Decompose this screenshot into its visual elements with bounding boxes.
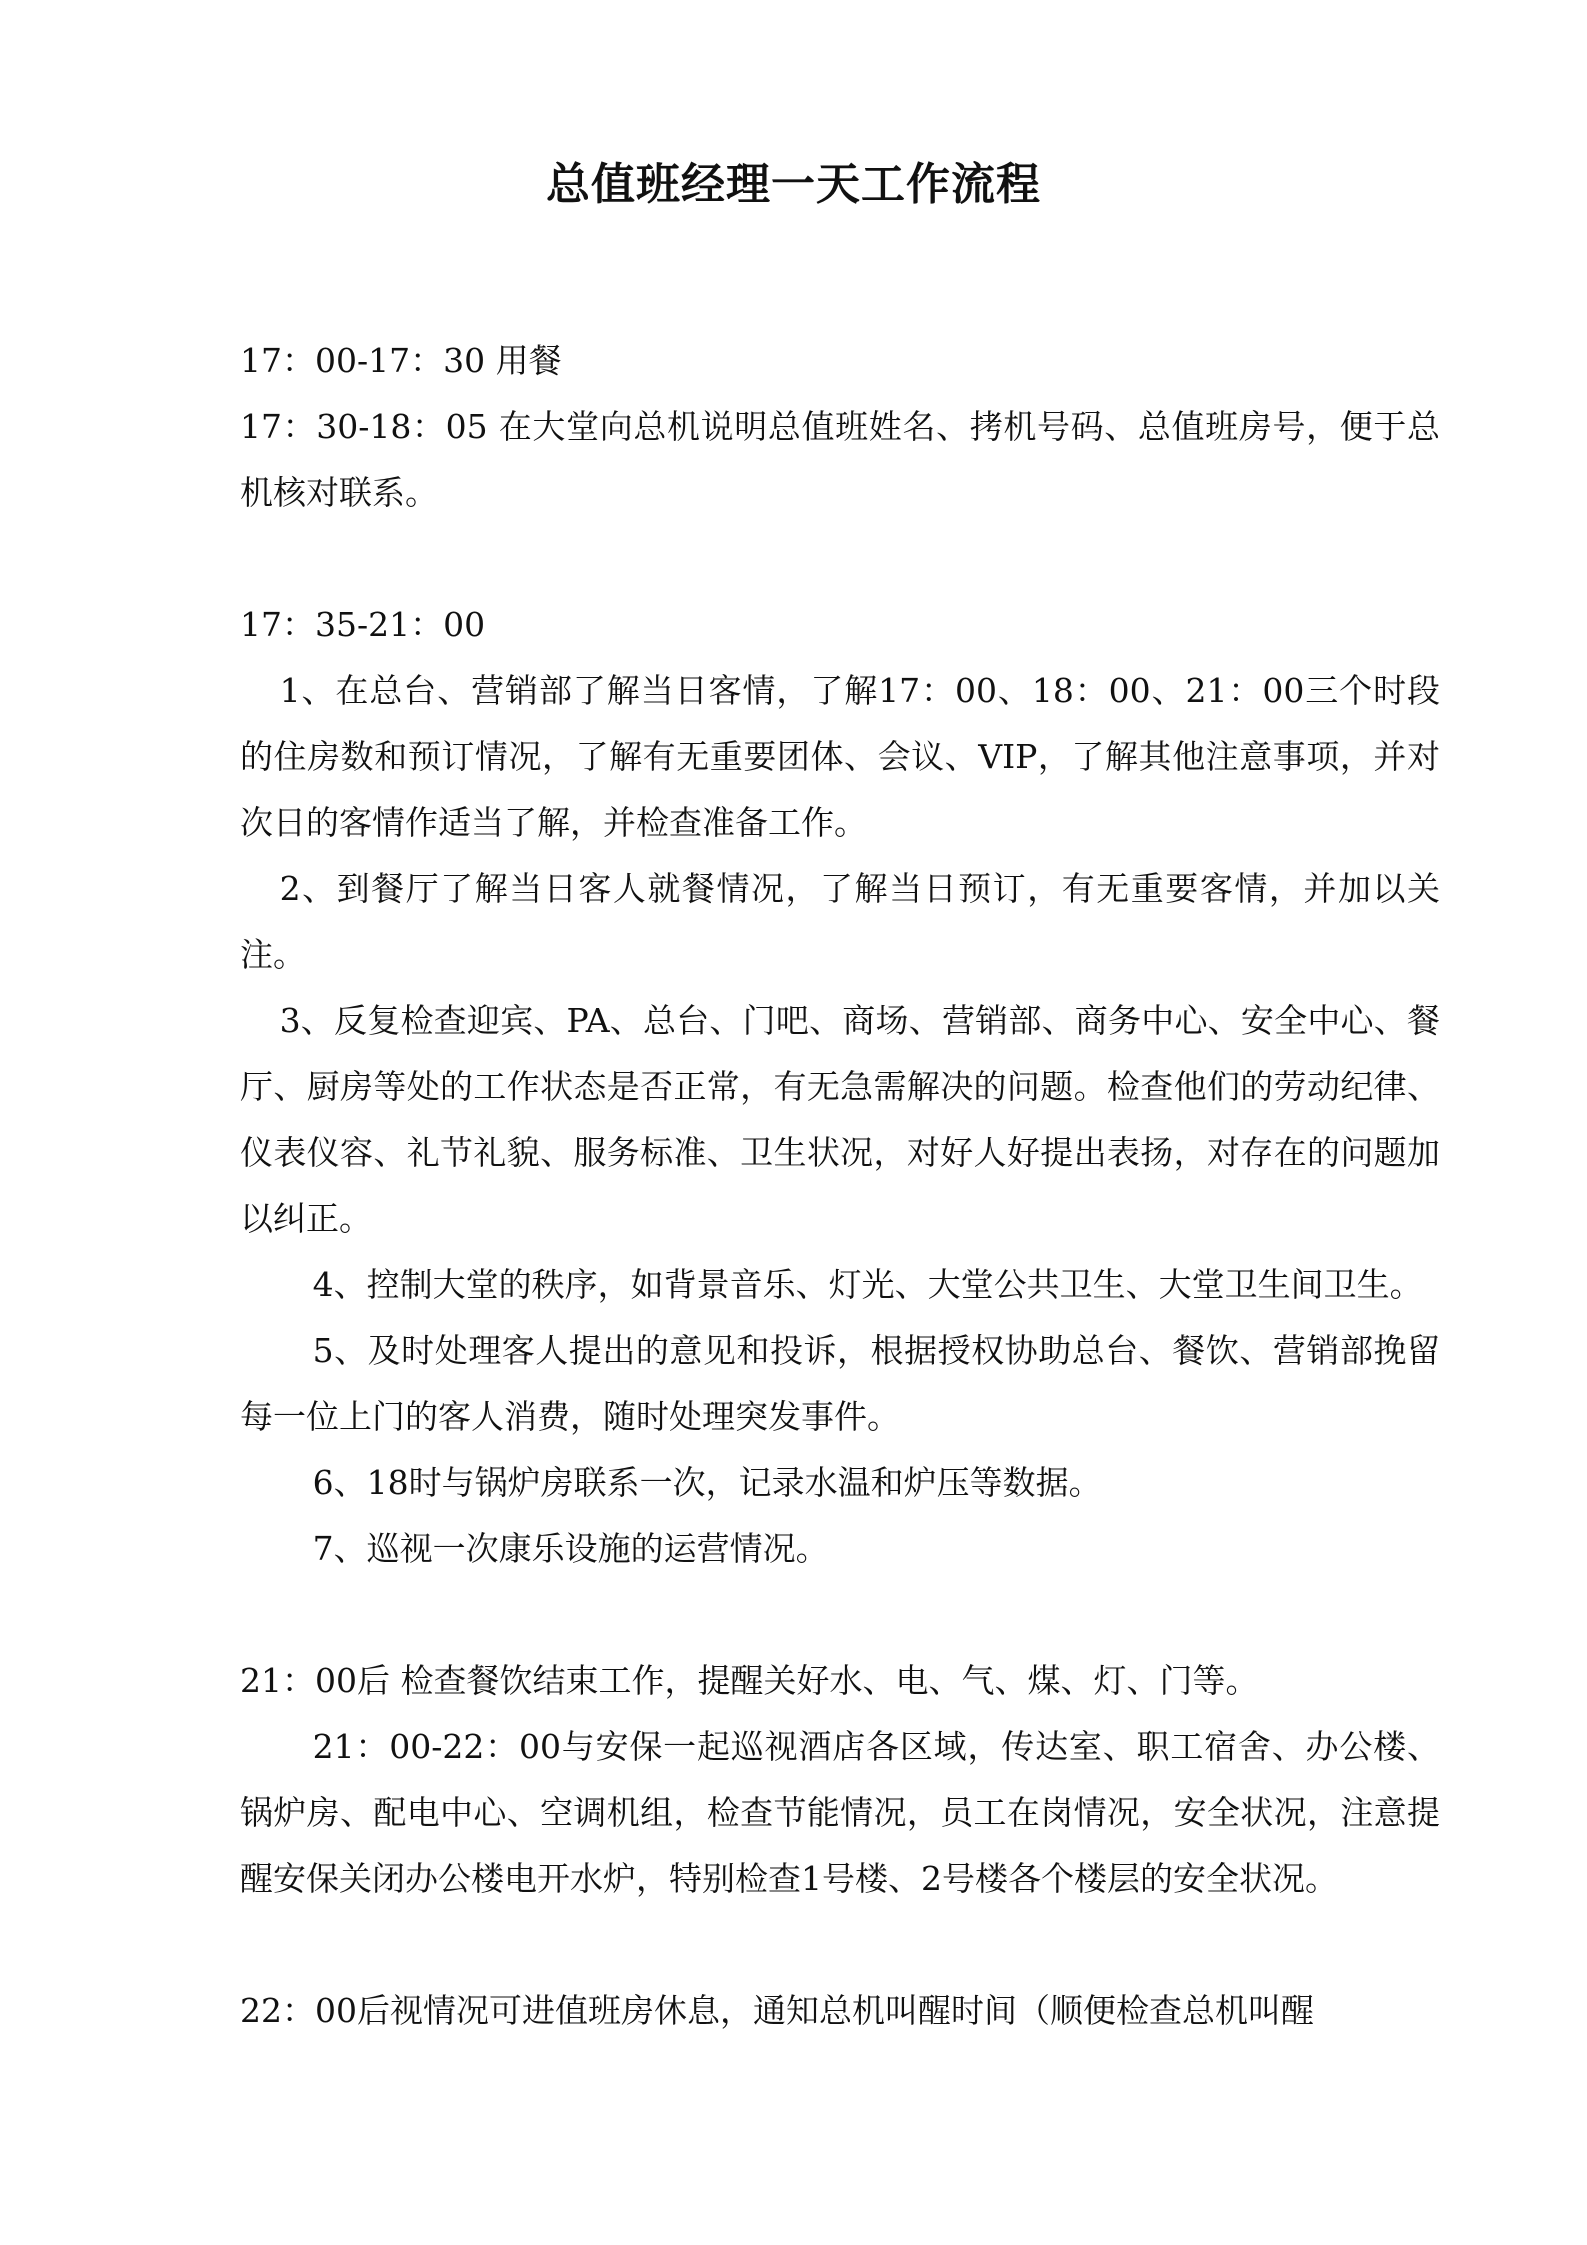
spacer <box>240 1912 1440 1978</box>
schedule-1735-heading: 17：35-21：00 <box>240 605 486 644</box>
task-item-5: 5、及时处理客人提出的意见和投诉，根据授权协助总台、餐饮、营销部挽留每一位上门的客人消费，随时处理突发事件。 <box>240 1331 1440 1436</box>
schedule-2100-2200: 21：00-22：00与安保一起巡视酒店各区域，传达室、职工宿舍、办公楼、锅炉房、配电中心、空调机组，检查节能情况，员工在岗情况，安全状况，注意提醒安保关闭办公楼电开水炉，特别检查1号楼、2号楼各个楼层的安全状况。 <box>240 1727 1440 1898</box>
spacer <box>240 1582 1440 1648</box>
task-item-1: 1、在总台、营销部了解当日客情，了解17：00、18：00、21：00三个时段的住房数和预订情况，了解有无重要团体、会议、VIP，了解其他注意事项，并对次日的客情作适当了解，并检查准备工作。 <box>240 671 1440 842</box>
spacer <box>240 526 1440 592</box>
task-item-4: 4、控制大堂的秩序，如背景音乐、灯光、大堂公共卫生、大堂卫生间卫生。 <box>312 1265 1423 1304</box>
task-item-6: 6、18时与锅炉房联系一次，记录水温和炉压等数据。 <box>312 1463 1102 1502</box>
document-body <box>240 328 1440 2044</box>
task-item-2: 2、到餐厅了解当日客人就餐情况，了解当日预订，有无重要客情，并加以关注。 <box>240 869 1440 974</box>
task-item-7: 7、巡视一次康乐设施的运营情况。 <box>312 1529 829 1568</box>
schedule-2200: 22：00后视情况可进值班房休息，通知总机叫醒时间（顺便检查总机叫醒 <box>240 1991 1314 2030</box>
document-title: 总值班经理一天工作流程 <box>546 159 1041 210</box>
schedule-2100: 21：00后 检查餐饮结束工作，提醒关好水、电、气、煤、灯、门等。 <box>240 1661 1259 1700</box>
task-item-3: 3、反复检查迎宾、PA、总台、门吧、商场、营销部、商务中心、安全中心、餐厅、厨房等处的工作状态是否正常，有无急需解决的问题。检查他们的劳动纪律、仪表仪容、礼节礼貌、服务标准、卫生状况，对好人好提出表扬，对存在的问题加以纠正。 <box>240 1001 1440 1238</box>
schedule-1730: 17：30-18：05 在大堂向总机说明总值班姓名、拷机号码、总值班房号，便于总机核对联系。 <box>240 407 1440 512</box>
schedule-1700: 17：00-17：30 用餐 <box>240 341 562 380</box>
